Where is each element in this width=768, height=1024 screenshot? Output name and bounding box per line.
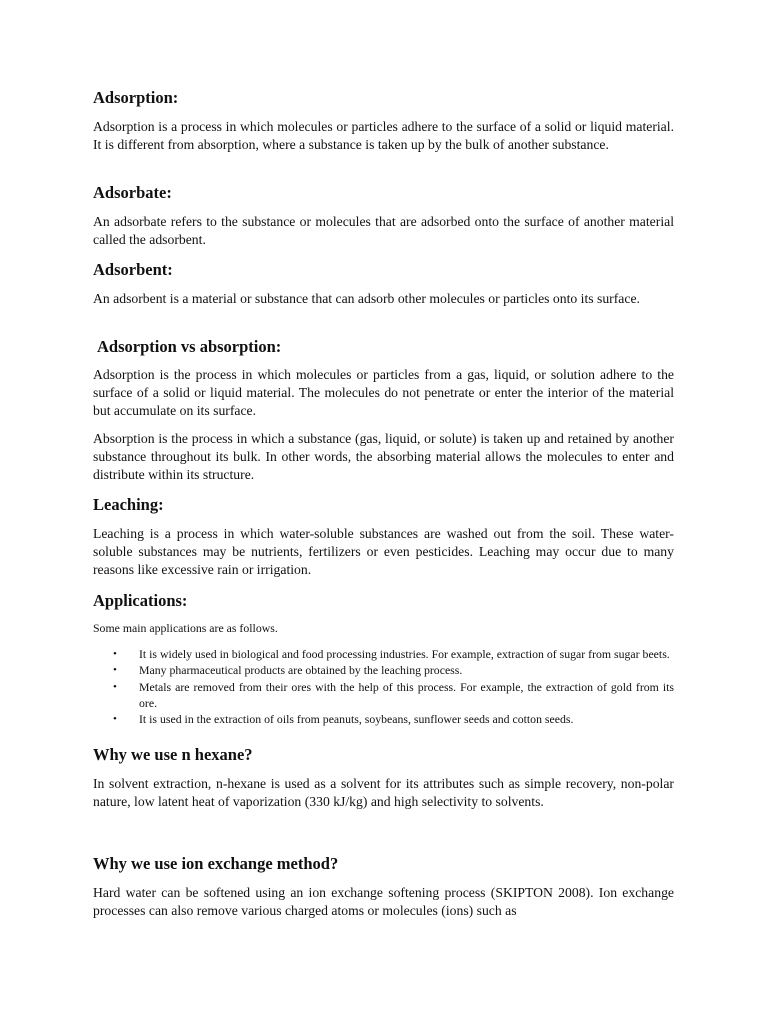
heading-ion-exchange: Why we use ion exchange method?	[93, 854, 339, 873]
paragraph-adsorption: Adsorption is a process in which molecules or particles adhere to the surface of a solid or liquid material. It is different from absorption, where a substance is taken up by the bulk of another substance.	[93, 119, 674, 153]
list-item	[93, 679, 674, 712]
paragraph-leaching: Leaching is a process in which water-soluble substances are washed out from the soil. These water-soluble substances may be nutrients, fertilizers or even pesticides. Leaching may occur due to many reasons like excessive rain or irrigation.	[93, 526, 674, 578]
list-item-text: Metals are removed from their ores with the help of this process. For example, the extraction of gold from its ore.	[139, 679, 674, 710]
heading-adsorbate: Adsorbate:	[93, 183, 172, 202]
paragraph-adsorption-definition: Adsorption is the process in which molecules or particles from a gas, liquid, or solution adhere to the surface of a solid or liquid material. The molecules do not penetrate or enter the interior of the material but accumulate on its surface.	[93, 367, 674, 419]
heading-adsorbent: Adsorbent:	[93, 260, 173, 279]
list-item-text: It is used in the extraction of oils from peanuts, soybeans, sunflower seeds and cotton seeds.	[139, 712, 574, 727]
heading-adsorption: Adsorption:	[93, 88, 179, 107]
list-item-text: Many pharmaceutical products are obtained by the leaching process.	[139, 663, 463, 678]
applications-list	[93, 646, 674, 727]
applications-intro: Some main applications are as follows.	[93, 621, 278, 635]
list-item	[93, 662, 674, 678]
paragraph-n-hexane: In solvent extraction, n-hexane is used as a solvent for its attributes such as simple recovery, non-polar nature, low latent heat of vaporization (330 kJ/kg) and high selectivity to solvents.	[93, 776, 674, 810]
paragraph-adsorbate: An adsorbate refers to the substance or molecules that are adsorbed onto the surface of another material called the adsorbent.	[93, 214, 674, 248]
bullet-icon: •	[113, 680, 117, 693]
paragraph-absorption-definition: Absorption is the process in which a substance (gas, liquid, or solute) is taken up and retained by another substance throughout its bulk. In other words, the absorbing material allows the molecules to enter and distribute within its structure.	[93, 431, 674, 483]
heading-adsorption-vs-absorption: Adsorption vs absorption:	[97, 337, 282, 356]
list-item	[93, 646, 674, 662]
heading-leaching: Leaching:	[93, 495, 164, 514]
list-item	[93, 711, 674, 727]
bullet-icon: •	[113, 648, 117, 660]
heading-applications: Applications:	[93, 591, 188, 610]
list-item-text: It is widely used in biological and food processing industries. For example, extraction of sugar from sugar beets.	[139, 647, 670, 661]
paragraph-ion-exchange: Hard water can be softened using an ion exchange softening process (SKIPTON 2008). Ion exchange processes can also remove various charged atoms or molecules (ions) such as	[93, 885, 674, 919]
heading-n-hexane: Why we use n hexane?	[93, 745, 253, 764]
bullet-icon: •	[113, 664, 117, 677]
bullet-icon: •	[113, 713, 117, 726]
paragraph-adsorbent: An adsorbent is a material or substance that can adsorb other molecules or particles onto its surface.	[93, 291, 640, 306]
